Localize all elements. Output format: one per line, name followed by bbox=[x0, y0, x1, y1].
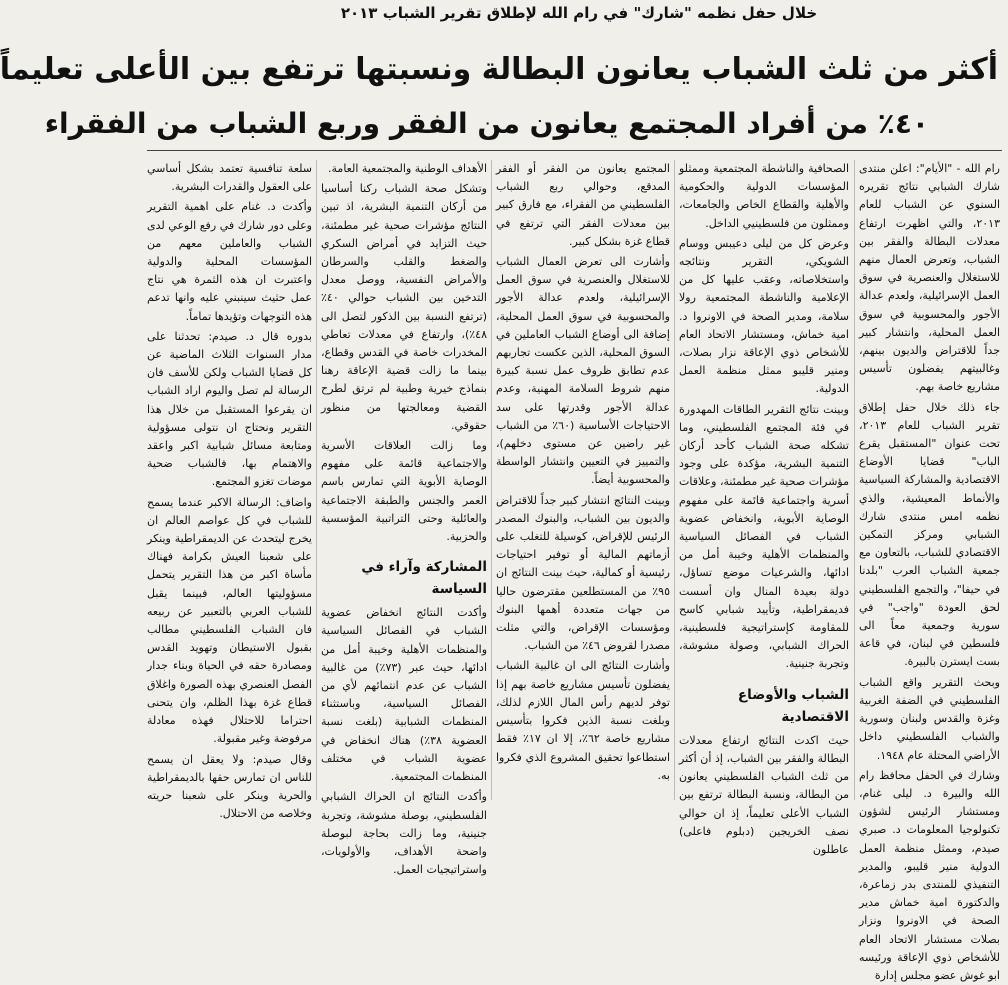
column-paragraph: واضاف: الرسالة الاكبر عندما يسمح للشباب في كل عواصم العالم ان يخرج ليتحدث عن الديمقراطية وينكر على شعبنا العيش بكرامة فهناك مأساة اكبر من هذا التقرير يتحمل مسؤوليتها العالم، فبينما يقبل للشباب العربي بالتعبير عن ربيعه فان الشباب الفلسطيني مطالب بقبول الاستيطان وتهويد القدس ومصادرة حقه في الحياة وبناء جدار الفصل العنصري بهذه الصورة واغلاق قطاع غزة بهذا الظلم، وان يتحنى احتراما للاحتلال فهذه معادلة مرفوضة وغير مقبولة. bbox=[147, 495, 312, 746]
column-divider bbox=[316, 160, 317, 800]
column-paragraph: وشارك في الحفل محافظ رام الله والبيرة د. ليلى غنام، ومستشار الرئيس لشؤون تكنولوجيا المعلومات د. صبري صيدم، وممثل منظمة العمل الدولية منير قليبو، والمدير التنفيذي للمنتدى بدر زماعرة، والدكتورة امية خماش مدير الصحة في الاونروا ونزار بصلات مستشار الاتحاد العام للأشخاص ذوي الإعاقة ورئيسه ابو غوش عضو مجلس إدارة bbox=[859, 768, 1000, 982]
column-paragraph: وقال صيدم: ولا يعقل ان يسمح للناس ان تمارس حقها بالديمقراطية والحرية وينكر على شعبنا حريته وخلاصه من الاحتلال. bbox=[147, 752, 312, 821]
column-paragraph: الصحافية والناشطة المجتمعية وممثلو المؤسسات الدولية والحكومية والأهلية والقطاع الخاص والجامعات، وممثلون من فلسطينيي الداخل. bbox=[679, 162, 849, 230]
column-paragraph: وأشارت النتائج الى ان غالبية الشباب يفضلون تأسيس مشاريع خاصة بهم إذا توفر لديهم رأس المال اللازم لذلك، وبلغت نسبة الذين فكروا بتأسيس مشاريع خاصة ٦٢٪، إلا ان ١٧٪ فقط استطاعوا تحقيق المشروع الذي فكروا به. bbox=[496, 659, 670, 782]
article-kicker: خلال حفل نظمه "شارك" في رام الله لإطلاق تقرير الشباب ٢٠١٣ bbox=[340, 4, 818, 22]
column-paragraph: وأشارت الى تعرض العمال الشباب للاستغلال والعنصرية في سوق العمل الإسرائيلية، ولعدم عدالة الأجور والمحسوبية في سوق العمل المحلية، إضافة الى أوضاع الشباب العاملين في السوق المحلية، الذين عكست تجاربهم عدم تطابق ظروف عمل نسبة كبيرة منهم شروط السلامة المهنية، وعدم عدالة الأجور وقدرتها على سد الاحتياجات الأساسية (٦٠٪ من الشباب غير راضين عن مستوى دخلهم)، والتمييز في التعيين وانتشار الواسطة والمحسوبية أيضاً. bbox=[496, 255, 670, 487]
column-paragraph: وبينت نتائج التقرير الطاقات المهدورة في فئة المجتمع الفلسطيني، وما تشكله صحة الشباب كأحد أركان التنمية البشرية، مؤكدة على وجود مؤشرات صحية غير مطمئنة، وعلاقات أسرية واجتماعية قائمة على مفهوم الوصاية الأبوية، وانخفاض عضوية الشباب في الفصائل السياسية والمنظمات الأهلية وخيبة أمل من ادائها، والشرعيات موضع تساؤل، دولة بعيدة المنال وان أسست فديمقراطية، وتأييد شبابي كاسح للمقاومة كإستراتيجية فلسطينية، الحراك الشبابي، وصولة مشوشة، وتجربة جنينية. bbox=[679, 402, 849, 671]
column-divider bbox=[854, 160, 855, 800]
column-paragraph: وأكدت د. غنام على اهمية التقرير وعلى دور شارك في رفع الوعي لدى الشباب والعاملين معهم من المؤسسات المحلية والدولية واعتبرت ان هذه الثمرة هي نتاج عمل حثيث سينبني عليه وانها تدعم هذه التوجهات وتؤيدها تماماً. bbox=[147, 200, 312, 323]
column-paragraph: سلعة تنافسية تعتمد بشكل أساسي على العقول والقدرات البشرية. bbox=[147, 162, 312, 194]
section-subhead-politics: المشاركة وآراء في السياسة bbox=[361, 559, 487, 598]
column-paragraph: وعرض كل من ليلى دعيبس ووسام الشويكي، التقرير ونتائجه واستخلاصاته، وعقب عليها كل من الإعلامية والناشطة المجتمعية رولا سلامة، ومدير الصحة في الاونروا د. امية خماش، ومستشار الاتحاد العام للأشخاص ذوي الإعاقة نزار بصلات، ومنير قليبو ممثل منظمة العمل الدولية. bbox=[679, 236, 849, 396]
column-paragraph: وبينت النتائج انتشار كبير جداً للاقتراض والديون بين الشباب، والبنوك المصدر الرئيس للإقراض، كوسيلة للتغلب على أزماتهم المالية أو توفير احتياجات رئيسية أو كمالية، حيث بينت النتائج ان ٩٥٪ من المستطلعين مقترضون حاليا من جهات متعددة أهمها البنوك ومؤسسات الإقراض، والتي مثلت مصدرا لقروض ٤٦٪ من الشباب. bbox=[496, 493, 670, 653]
column-paragraph: وأكدت النتائج ان الحراك الشبابي الفلسطيني، بوصلة مشوشة، وتجربة جنينية، وما زالت بحاجة لبوصلة واضحة الأهداف، والأولويات، واستراتيجيات العمل. bbox=[321, 790, 487, 877]
column-paragraph: الأهداف الوطنية والمجتمعية العامة. bbox=[328, 162, 487, 175]
column-paragraph: جاء ذلك خلال حفل إطلاق تقرير الشباب للعام ٢٠١٣، تحت عنوان "المستقبل يقرع الباب" قضايا الأوضاع الاقتصادية والمشاركة السياسية والأنماط المعيشية، والذي نظمه امس منتدى شارك الشبابي ومركز التمكين الاقتصادي للشباب، بالتعاون مع جمعية الشباب العرب "بلدنا في حيفا"، والتجمع الفلسطيني لحق العودة "واجب" في سورية وجمعية معاً الى فلسطين في لبنان، في قاعة بست ايسترن بالبيرة. bbox=[859, 400, 1000, 669]
article-subheadline: ٤٠٪ من أفراد المجتمع يعانون من الفقر وربع الشباب من الفقراء bbox=[44, 107, 929, 140]
section-subhead-economy: الشباب والأوضاع الاقتصادية bbox=[737, 686, 849, 725]
column-paragraph: وما زالت العلاقات الأسرية والاجتماعية قائمة على مفهوم الوصاية الأبوية التي تمارس باسم العمر والجنس والطبقة الاجتماعية والعائلية وحتى التراتبية المؤسسية والحزبية. bbox=[321, 439, 487, 544]
column-paragraph: رام الله - "الأيام": اعلن منتدى شارك الشبابي نتائج تقريره السنوي عن الشباب للعام ٢٠١٣، والتي اظهرت ارتفاع معدلات البطالة والفقر بين الشباب، وتعرض العمال منهم للاستغلال والعنصرية في سوق العمل الإسرائيلية، ولعدم عدالة الأجور والمحسوبية في سوق العمل المحلية، وانتشار كبير جداً للاقتراض والديون بينهم، وغالبيتهم يفضلون تأسيس مشاريع خاصة بهم. bbox=[859, 162, 1000, 394]
column-divider bbox=[674, 160, 675, 800]
column-paragraph: بدوره قال د. صيدم: تحدثنا على مدار السنوات الثلاث الماضية عن كل قضايا الشباب ولكن للأسف فان الرسالة لم تصل واليوم اراد الشباب ان يقرعوا المستقبل من خلال هذا التقرير ونحتاج ان نتولى مسؤولية ومتابعة مسائل شبابية اكبر واعقد والاهتمام بها، فالشباب ضحية موضات تغزو المجتمع. bbox=[147, 329, 312, 489]
column-paragraph: وأكدت النتائج انخفاض عضوية الشباب في الفصائل السياسية والمنظمات الأهلية وخيبة أمل من ادائها، حيث عبر (٧٣٪) من غالبية الشباب عن عدم انتمائهم لأي من الفصائل السياسية، وباستثناء المنظمات الشبابية (بلغت نسبة العضوية ٣٨٪) هناك انخفاض في عضوية الشباب في مختلف المنظمات المجتمعية. bbox=[321, 606, 488, 784]
article-column-2 bbox=[679, 160, 849, 856]
article-column-3 bbox=[496, 160, 670, 802]
article-headline: أكثر من ثلث الشباب يعانون البطالة ونسبتها ترتفع بين الأعلى تعليماً bbox=[0, 52, 998, 87]
article-column-5 bbox=[147, 160, 312, 821]
column-paragraph: المجتمع يعانون من الفقر أو الفقر المدقع، وحوالي ربع الشباب الفلسطيني من الفقراء، مع فارق كبير بين معدلات الفقر التي ترتفع في قطاع غزة بشكل كبير. bbox=[496, 162, 670, 248]
article-column-4 bbox=[321, 160, 488, 877]
headline-divider bbox=[147, 150, 1002, 151]
column-divider bbox=[491, 160, 492, 800]
column-paragraph: حيث اكدت النتائج ارتفاع معدلات البطالة والفقر بين الشباب، إذ أن أكثر من ثلث الشباب الفلسطيني يعانون من البطالة، ونسبة البطالة ترتفع بين الشباب الأعلى تعليماً، إذ ان حوالي نصف الخريجين (دبلوم فاعلى) عاطلون bbox=[679, 733, 849, 856]
column-paragraph: وبحث التقرير واقع الشباب الفلسطيني في الضفة الغربية وغزة والقدس ولبنان وسورية والشباب الفلسطيني داخل الأراضي المحتلة عام ١٩٤٨. bbox=[859, 675, 1000, 762]
column-paragraph: وتشكل صحة الشباب ركنا أساسيا من أركان التنمية البشرية، اذ تبين النتائج مؤشرات صحية غير مطمئنة، حيث التزايد في أمراض السكري والضغط والقلب والسرطان والأمراض النفسية، ووصل معدل التدخين بين الشباب حوالي ٤٠٪ (ترتفع النسبة بين الذكور لتصل الى ٤٨٪)، وارتفاع في معدلات تعاطي المخدرات خاصة في القدس وقطاع، بينما ما زالت قضية الإعاقة رهنا بنماذج خيرية وطبية لم ترتق لطرح القضية ومعالجتها من منظور حقوقي. bbox=[321, 182, 487, 432]
article-column-1 bbox=[859, 160, 1000, 982]
